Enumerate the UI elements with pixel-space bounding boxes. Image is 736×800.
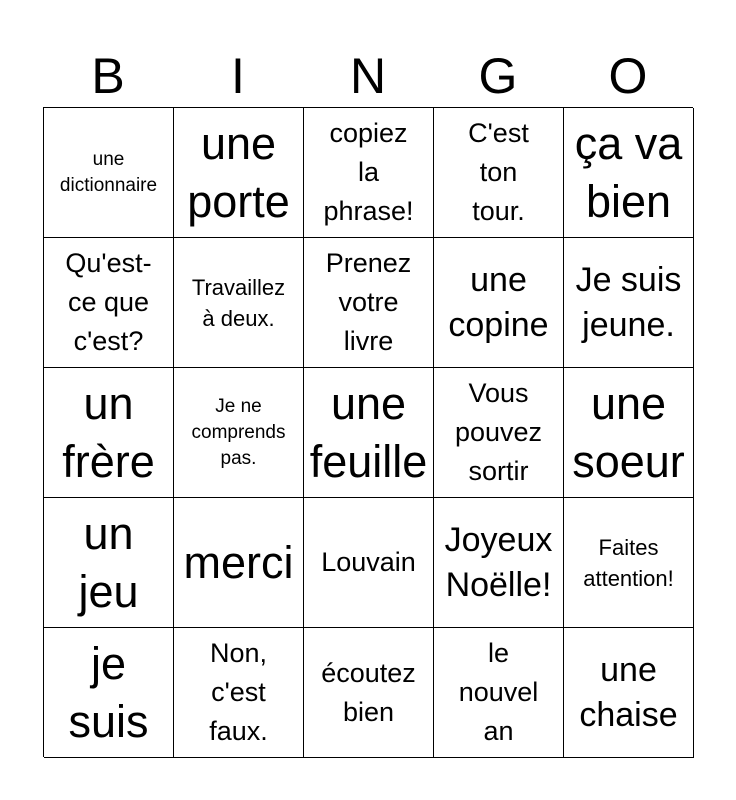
bingo-cell-r4-c3[interactable] [304,498,434,628]
bingo-cell-r3-c4[interactable] [434,368,564,498]
bingo-cell-text: ça va bien [574,117,683,227]
bingo-cell-r1-c5[interactable] [564,108,694,238]
bingo-cell-text: une chaise [579,650,678,734]
bingo-cell-text: une soeur [572,377,685,487]
bingo-cell-text: Prenez votre livre [325,248,412,356]
bingo-cell-text: écoutez bien [321,657,416,727]
bingo-cell-r4-c4[interactable] [434,498,564,628]
bingo-cell-r5-c2[interactable] [174,628,304,758]
bingo-cell-text: Vous pouvez sortir [454,378,543,486]
bingo-cell-text: Louvain [321,547,416,577]
bingo-cell-r2-c2[interactable] [174,238,304,368]
bingo-cell-r2-c1[interactable] [44,238,174,368]
bingo-cell-r1-c2[interactable] [174,108,304,238]
bingo-cell-text: Joyeux Noëlle! [444,520,553,604]
bingo-cell-r4-c5[interactable] [564,498,694,628]
bingo-cell-text: copiez la phrase! [323,118,414,226]
bingo-cell-r5-c5[interactable] [564,628,694,758]
bingo-cell-r4-c1[interactable] [44,498,174,628]
bingo-cell-r1-c4[interactable] [434,108,564,238]
bingo-cell-text: merci [183,536,294,588]
bingo-cell-r5-c4[interactable] [434,628,564,758]
bingo-cell-r2-c5[interactable] [564,238,694,368]
bingo-cell-text: le nouvel an [458,638,539,746]
bingo-cell-text: C'est ton tour. [468,118,529,226]
bingo-cell-text: Je suis jeune. [575,260,682,344]
bingo-cell-text: Faites attention! [583,534,674,591]
bingo-cell-r2-c4[interactable] [434,238,564,368]
bingo-cell-text: une copine [448,260,549,344]
bingo-cell-r2-c3[interactable] [304,238,434,368]
header-letter-b: B [91,48,125,104]
bingo-cell-text: je suis [68,637,149,747]
bingo-cell-r5-c1[interactable] [44,628,174,758]
bingo-grid [43,107,693,757]
bingo-cell-r3-c1[interactable] [44,368,174,498]
header-letter-o: O [608,48,648,104]
bingo-cell-text: Non, c'est faux. [209,638,268,746]
bingo-cell-r4-c2[interactable] [174,498,304,628]
bingo-cell-text: un frère [62,377,155,487]
bingo-cell-text: une dictionnaire [59,148,158,196]
bingo-cell-r5-c3[interactable] [304,628,434,758]
bingo-cell-r1-c3[interactable] [304,108,434,238]
bingo-cell-text: une porte [187,117,290,227]
bingo-header [43,44,693,108]
header-letter-g: G [478,48,518,104]
bingo-cell-text: Je ne comprends pas. [191,395,286,469]
header-letter-n: N [349,48,387,104]
bingo-cell-text: une feuille [309,377,428,487]
header-letter-i: I [231,48,245,104]
bingo-cell-r1-c1[interactable] [44,108,174,238]
bingo-cell-text: Qu'est- ce que c'est? [65,248,152,356]
bingo-cell-text: un jeu [78,507,139,617]
bingo-cell-r3-c2[interactable] [174,368,304,498]
bingo-cell-r3-c5[interactable] [564,368,694,498]
bingo-cell-r3-c3[interactable] [304,368,434,498]
bingo-cell-text: Travaillez à deux. [191,274,286,331]
